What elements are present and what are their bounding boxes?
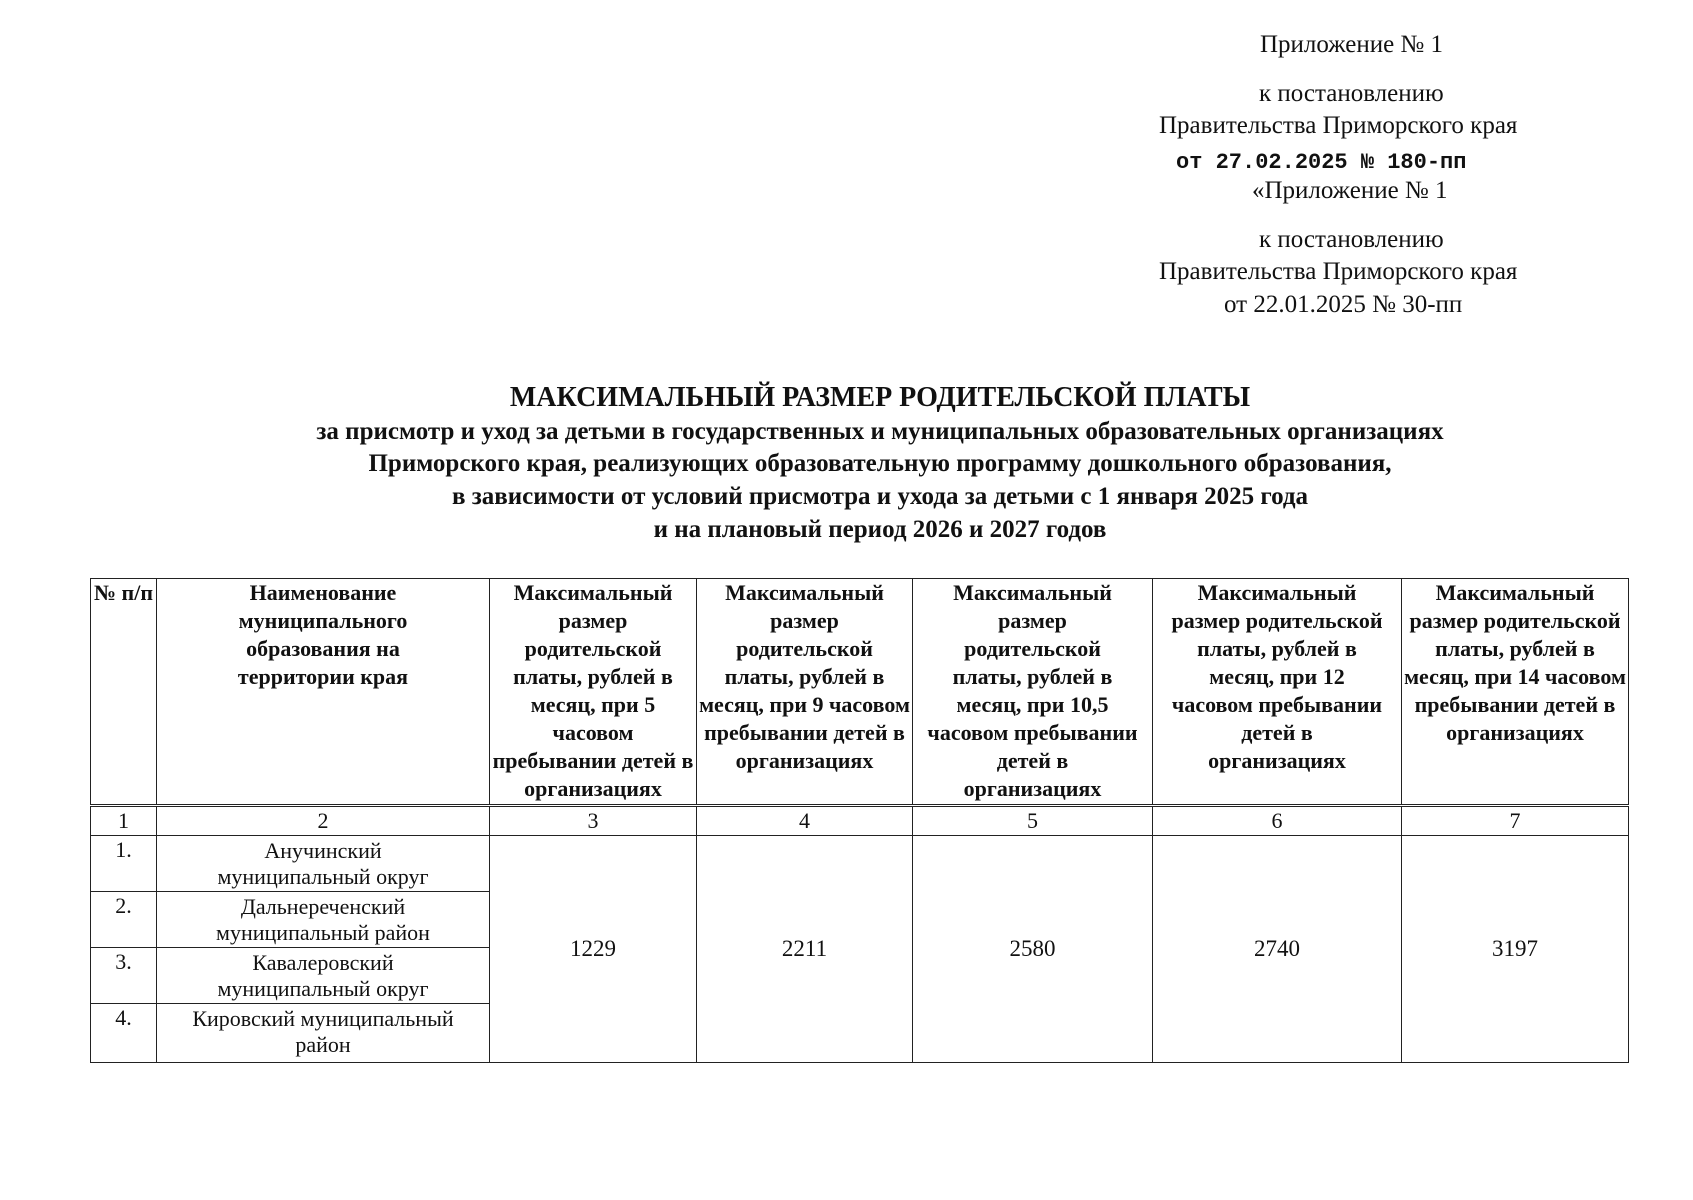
to-resolution-label: к постановлению bbox=[1259, 80, 1444, 107]
stamp-date: от 27.02.2025 № 180-пп bbox=[1176, 150, 1467, 175]
column-number-row bbox=[91, 806, 1629, 836]
column-number: 5 bbox=[913, 806, 1153, 836]
column-number: 1 bbox=[91, 806, 157, 836]
column-number: 4 bbox=[697, 806, 913, 836]
fee-14-hours: 3197 bbox=[1402, 836, 1629, 1063]
row-number: 1. bbox=[91, 836, 157, 892]
header-9-hours: Максимальный размер родительской платы, рублей в месяц, при 9 часовом пребывании детей в организациях bbox=[697, 579, 913, 806]
column-number: 6 bbox=[1153, 806, 1402, 836]
fees-table bbox=[90, 578, 1629, 1063]
row-number: 2. bbox=[91, 892, 157, 948]
fee-12-hours: 2740 bbox=[1153, 836, 1402, 1063]
row-number: 4. bbox=[91, 1004, 157, 1063]
document-subtitle-line-4: и на плановый период 2026 и 2027 годов bbox=[653, 516, 1107, 543]
government-label: Правительства Приморского края bbox=[1159, 112, 1518, 139]
header-12-hours: Максимальный размер родительской платы, рублей в месяц, при 12 часовом пребывании детей в организациях bbox=[1153, 579, 1402, 806]
municipality-name: Анучинский муниципальный округ bbox=[157, 836, 490, 892]
to-resolution-label-previous: к постановлению bbox=[1259, 226, 1444, 253]
government-label-previous: Правительства Приморского края bbox=[1159, 258, 1518, 285]
header-14-hours: Максимальный размер родительской платы, рублей в месяц, при 14 часовом пребывании детей в организациях bbox=[1402, 579, 1629, 806]
document-title: МАКСИМАЛЬНЫЙ РАЗМЕР РОДИТЕЛЬСКОЙ ПЛАТЫ bbox=[509, 382, 1251, 413]
appendix-label: Приложение № 1 bbox=[1260, 31, 1444, 58]
column-number: 3 bbox=[490, 806, 697, 836]
header-10-5-hours: Максимальный размер родительской платы, рублей в месяц, при 10,5 часовом пребывании детей в организациях bbox=[913, 579, 1153, 806]
document-subtitle-line-3: в зависимости от условий присмотра и ухода за детьми с 1 января 2025 года bbox=[451, 483, 1309, 510]
fee-5-hours: 1229 bbox=[490, 836, 697, 1063]
table-header-row bbox=[91, 579, 1629, 806]
municipality-name: Дальнереченский муниципальный район bbox=[157, 892, 490, 948]
municipality-name: Кавалеровский муниципальный округ bbox=[157, 948, 490, 1004]
column-number: 7 bbox=[1402, 806, 1629, 836]
header-municipality: Наименование муниципального образования на территории края bbox=[157, 579, 490, 806]
header-5-hours: Максимальный размер родительской платы, рублей в месяц, при 5 часовом пребывании детей в организациях bbox=[490, 579, 697, 806]
document-subtitle-line-1: за присмотр и уход за детьми в государственных и муниципальных образовательных организациях bbox=[316, 418, 1444, 445]
fee-9-hours: 2211 bbox=[697, 836, 913, 1063]
appendix-label-previous: «Приложение № 1 bbox=[1252, 177, 1448, 204]
fee-10-5-hours: 2580 bbox=[913, 836, 1153, 1063]
table-row bbox=[91, 836, 1629, 892]
header-number: № п/п bbox=[91, 579, 157, 806]
document-subtitle-line-2: Приморского края, реализующих образовательную программу дошкольного образования, bbox=[368, 450, 1392, 477]
row-number: 3. bbox=[91, 948, 157, 1004]
resolution-date: от 22.01.2025 № 30-пп bbox=[1224, 291, 1463, 318]
municipality-name: Кировский муниципальный район bbox=[157, 1004, 490, 1063]
column-number: 2 bbox=[157, 806, 490, 836]
